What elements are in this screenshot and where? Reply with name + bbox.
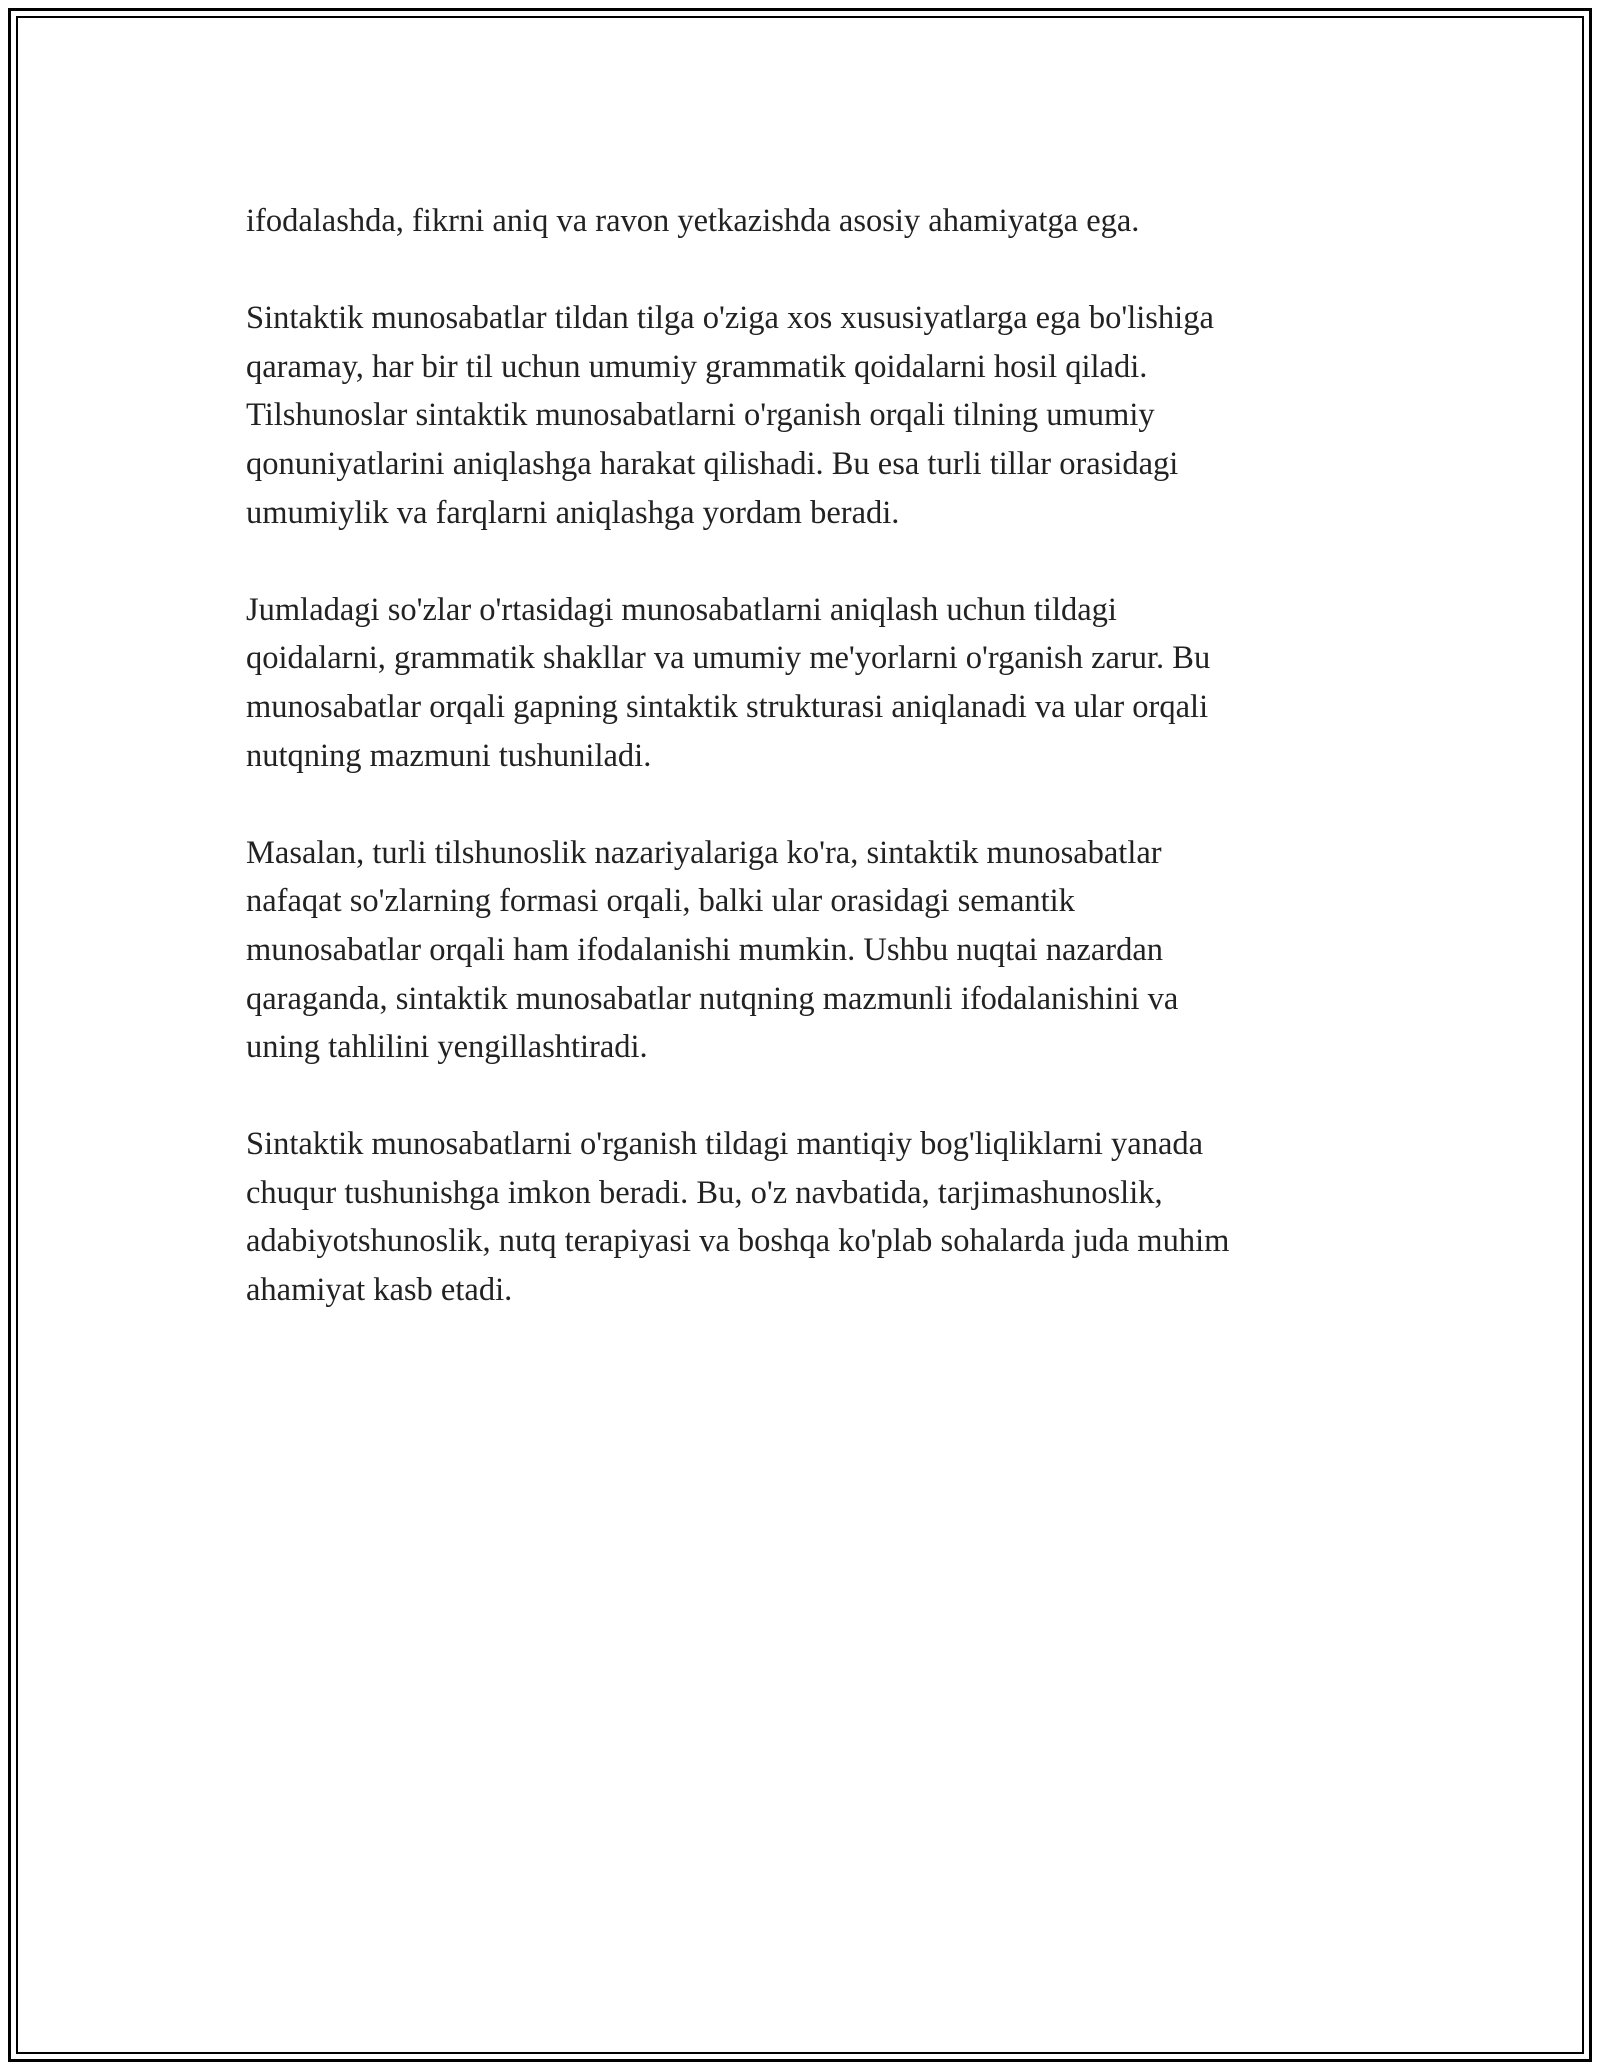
document-body	[246, 197, 1386, 1363]
paragraph-4: Masalan, turli tilshunoslik nazariyalariga ko'ra, sintaktik munosabatlar nafaqat so'zlarning formasi orqali, balki ular orasidagi semantik munosabatlar orqali ham ifodalanishi mumkin. Ushbu nuqtai nazardan qaraganda, sintaktik munosabatlar nutqning mazmunli ifodalanishini va uning tahlilini yengillashtiradi.	[246, 834, 1179, 1066]
paragraph-2: Sintaktik munosabatlar tildan tilga o'ziga xos xususiyatlarga ega bo'lishiga qaramay, har bir til uchun umumiy grammatik qoidalarni hosil qiladi. Tilshunoslar sintaktik munosabatlarni o'rganish orqali tilning umumiy qonuniyatlarini aniqlashga harakat qilishadi. Bu esa turli tillar orasidagi umumiylik va farqlarni aniqlashga yordam beradi.	[246, 300, 1214, 531]
paragraph-5: Sintaktik munosabatlarni o'rganish tildagi mantiqiy bog'liqliklarni yanada chuqur tushunishga imkon beradi. Bu, o'z navbatida, tarjimashunoslik, adabiyotshunoslik, nutq terapiyasi va boshqa ko'plab sohalarda juda muhim ahamiyat kasb etadi.	[246, 1126, 1230, 1309]
paragraph-1: ifodalashda, fikrni aniq va ravon yetkazishda asosiy ahamiyatga ega.	[246, 203, 1140, 239]
page-frame	[8, 8, 1592, 2062]
paragraph-3: Jumladagi so'zlar o'rtasidagi munosabatlarni aniqlash uchun tildagi qoidalarni, grammatik shakllar va umumiy me'yorlarni o'rganish zarur. Bu munosabatlar orqali gapning sintaktik strukturasi aniqlanadi va ular orqali nutqning mazmuni tushuniladi.	[246, 591, 1211, 774]
